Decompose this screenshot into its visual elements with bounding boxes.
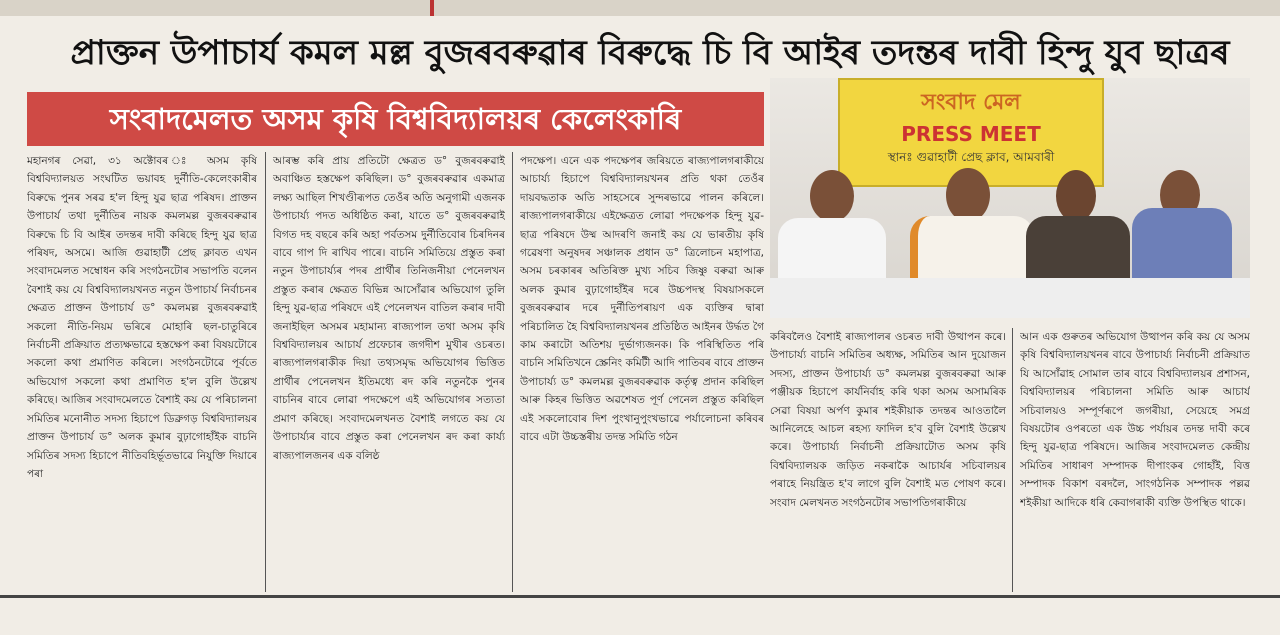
headline: প্ৰাক্তন উপাচাৰ্য কমল মল্ল বুজৰবৰুৱাৰ বিৰুদ্ধে চি বি আইৰ তদন্তৰ দাবী হিন্দু যুব ছাত্ৰৰ bbox=[70, 33, 1230, 73]
press-table bbox=[770, 278, 1250, 318]
column-rule bbox=[512, 152, 513, 592]
article-column-1: মহানগৰ সেৱা, ৩১ অক্টোবৰ ঃ অসম কৃষি বিশ্ববিদ্যালয়ত সংঘটিত ভয়াবহ দুৰ্নীতি-কেলেংকাৰীৰ বিৰুদ্ধে পুনৰ সৰৱ হ'ল হিন্দু যুৱ ছাত্ৰ পৰিষদ। প্ৰাক্তন উপাচাৰ্য তথা দুৰ্নীতিৰ নায়ক কমলমল্ল বুজৰবৰুৱাৰ বিৰুদ্ধে চি বি আইৰ তদন্তৰ দাবী কৰিছে হিন্দু যুৱ ছাত্ৰ পৰিষদ, অসমে। আজি গুৱাহাটী প্ৰেছ ক্লাবত এখন সংবাদমেলত সম্বোধন কৰি সংগঠনটোৰ সভাপতি বলেন বৈশাই কয় যে বিশ্ববিদ্যালয়খনত নতুন উপাচাৰ্য নিৰ্বাচনৰ ক্ষেত্ৰত প্ৰাক্তন উপাচাৰ্য ড° কমলমল্ল বুজৰবৰুৱাই সকলো নীতি-নিয়ম ভৰিৰে মোহাৰি ছল-চাতুৰিৰে নিৰ্বাচনী প্ৰক্ৰিয়াত প্ৰত্যক্ষভাৱে হস্তক্ষেপ কৰা বিষয়টোৰে সকলো কথা প্ৰমাণিত কৰিলে। সংগঠনটোৱে পূৰ্বতে অভিযোগ সকলো কথা প্ৰমাণিত হ'ল বুলি উল্লেখ কৰিছে। আজিৰ সংবাদমেলতে বৈশাই কয় যে পৰিচালনা সমিতিৰ মনোনীত সদস্য হিচাপে ডিব্ৰুগড় বিশ্ববিদ্যালয়ৰ প্ৰাক্তন উপাচাৰ্য ড° অলক কুমাৰ বুঢ়াগোহাঁইক বাচনি সমিতিৰ সদস্য হিচাপে নীতিবহিৰ্ভূতভাৱে নিযুক্তি দিয়াৰে পৰা bbox=[27, 155, 257, 480]
article-column-2: আৰম্ভ কৰি প্ৰায় প্ৰতিটো ক্ষেত্ৰত ড° বুজৰবৰুৱাই অবাঞ্চিত হস্তক্ষেপ কৰিছিল। ড° বুজৰবৰুৱাৰ একমাত্ৰ লক্ষ্য আছিল শিখণ্ডীৰূপত তেওঁৰ অতি অনুগামী এজনক উপাচাৰ্য্য পদত অধিষ্ঠিত কৰা, যাতে ড° বুজৰবৰুৱাই বিগত দহ বছৰে কৰি অহা পৰ্বতসম দুৰ্নীতিবোৰ চিৰদিনৰ বাবে গাপ দি ৰাখিব পাৰে। বাচনি সমিতিয়ে প্ৰস্তুত কৰা নতুন উপাচাৰ্য্যৰ পদৰ প্ৰাৰ্থীৰ তিনিজনীয়া পেনেলখন প্ৰস্তুত কৰাৰ ক্ষেত্ৰত বিভিন্ন আসোঁৱাৰ অভিযোগ তুলি হিন্দু যুৱ-ছাত্ৰ পৰিষদে এই পেনেলখন বাতিল কৰাৰ দাবী জনাইছিল অসমৰ মহামান্য ৰাজ্যপাল তথা অসম কৃষি বিশ্ববিদ্যালয়ৰ আচাৰ্য প্ৰফেচাৰ জগদীশ মুখীৰ ওচৰত। ৰাজ্যপালগৰাকীক দিয়া তথ্যসমৃদ্ধ অভিযোগৰ ভিত্তিত প্ৰাৰ্থীৰ পেনেলখন ইতিমধ্যে ৰদ কৰি নতুনকৈ পুনৰ বাচনিৰ বাবে লোৱা পদক্ষেপে এই অভিযোগৰ সত্যতা প্ৰমাণ কৰিছে। সংবাদমেলখনত বৈশাই লগতে কয় যে উপাচাৰ্য্যৰ বাবে প্ৰস্তুত কৰা পেনেলখন ৰদ কৰা কাৰ্য্য ৰাজ্যপালজনৰ এক বলিষ্ঠ bbox=[273, 155, 505, 462]
column-rule bbox=[1012, 328, 1013, 592]
article-column-5: আন এক গুৰুতৰ অভিযোগ উত্থাপন কৰি কয় যে অসম কৃষি বিশ্ববিদ্যালয়খনৰ বাবে উপাচাৰ্য্য নিৰ্বাচনী প্ৰক্ৰিয়াত যি আসোঁৱাহ সোমাল তাৰ বাবে বিশ্ববিদ্যালয়ৰ প্ৰশাসন, বিশ্ববিদ্যালয়ৰ পৰিচালনা সমিতি আৰু আচাৰ্য সচিবালয়ও সম্পূৰ্ণৰূপে জগৰীয়া, সেয়েহে সমগ্ৰ বিষয়টোৰ ওপৰতো এক উচ্চ পৰ্যায়ৰ তদন্ত দাবী কৰে হিন্দু যুৱ-ছাত্ৰ পৰিষদে। আজিৰ সংবাদমেলত কেন্দ্ৰীয় সমিতিৰ সাধাৰণ সম্পাদক দীপাংকৰ গোহাঁই, বিত্ত সম্পাদক বিকাশ বৰদলৈ, সাংগঠনিক সম্পাদক পল্লৱ শইকীয়া আদিকে ধৰি কেবাগৰাকী ব্যক্তি উপস্থিত থাকে। bbox=[1020, 331, 1250, 509]
column-rule bbox=[265, 152, 266, 592]
banner-venue: স্থানঃ গুৱাহাটী প্ৰেছ ক্লাব, আমবাৰী bbox=[887, 150, 1055, 164]
section-banner: সংবাদমেলত অসম কৃষি বিশ্ববিদ্যালয়ৰ কেলেংকাৰি bbox=[27, 92, 764, 146]
article-column-4: কৰিবলৈও বৈশাই ৰাজ্যপালৰ ওচৰত দাবী উত্থাপন কৰে। উপাচাৰ্য্য বাচনি সমিতিৰ অধ্যক্ষ, সমিতিৰ আন দুয়োজন সদস্য, প্ৰাক্তন উপাচাৰ্য্য ড° কমলমল্ল বুজৰবৰুৱা আৰু পঞ্জীয়ক হিচাপে কাৰ্যনিৰ্বাহ কৰি থকা অসম অসামৰিক সেৱা বিষয়া অৰ্পণ কুমাৰ শইকীয়াক তদন্তৰ আওতালৈ আনিলেহে আচল ৰহস্য ফাদিল হ'ব বুলি বৈশাই উল্লেখ কৰে। উপাচাৰ্য্য নিৰ্বাচনী প্ৰক্ৰিয়াটোত অসম কৃষি বিশ্ববিদ্যালয়ক জড়িত নকৰাকৈ আচাৰ্যৰ সচিবালয়ৰ পৰাহে নিয়ন্ত্ৰিত হ'ব লাগে বুলি বৈশাই মত পোষণ কৰে। সংবাদ মেলখনত সংগঠনটোৰ সভাপতিগৰাকীয়ে bbox=[770, 331, 1006, 509]
article-column-3: পদক্ষেপ। এনে এক পদক্ষেপৰ জৰিয়তে ৰাজ্যপালগৰাকীয়ে আচাৰ্য্য হিচাপে বিশ্ববিদ্যালয়খনৰ প্ৰতি থকা তেওঁৰ দায়বদ্ধতাক অতি সাহসেৰে সুন্দৰভাৱে পালন কৰিলে। ৰাজ্যপালগৰাকীয়ে এইক্ষেত্ৰত লোৱা পদক্ষেপক হিন্দু যুৱ-ছাত্ৰ পৰিষদে উষ্ম আদৰণি জনাই কয় যে ভাৰতীয় কৃষি গৱেষণা অনুষদৰ সঞ্চালক প্ৰধান ড° ত্ৰিলোচন মহাপাত্ৰ, অসম চৰকাৰৰ অতিৰিক্ত মুখ্য সচিব জিষ্ণু বৰুৱা আৰু অলক কুমাৰ বুঢ়াগোহাঁইৰ দৰে উচ্চপদস্থ বিষয়াসকলে বুজৰবৰুৱাৰ দৰে দুৰ্নীতিপৰায়ণ এক ব্যক্তিৰ দ্বাৰা পৰিচালিত হৈ বিশ্ববিদ্যালয়খনৰ প্ৰতিষ্ঠিত আইনৰ উৰ্দ্ধত গৈ কাম কৰাটো অতিশয় দুৰ্ভাগ্যজনক। কি পৰিস্থিতিত পৰি বাচনি সমিতিখনে স্ক্ৰেনিং কমিটী আদি পাতিবৰ বাবে প্ৰাক্তন উপাচাৰ্য্য ড° কমলমল্ল বুজৰবৰুৱাক কৰ্তৃত্ব প্ৰদান কৰিছিল আৰু কিহৰ ভিত্তিত অৱশেষত পূৰ্ণ পেনেল প্ৰস্তুত কৰিছিল এই সকলোবোৰ দিশ পুংখানুপুংখভাৱে পৰ্যালোচনা কৰিবৰ বাবে এটা উচ্চস্তৰীয় তদন্ত সমিতি গঠন bbox=[520, 155, 764, 444]
strip-divider bbox=[430, 0, 434, 16]
banner-english-title: PRESS MEET bbox=[901, 122, 1041, 146]
page-bottom-rule bbox=[0, 595, 1280, 598]
previous-page-strip bbox=[0, 0, 1280, 16]
press-meet-photo bbox=[770, 78, 1250, 318]
banner-title: সংবাদ মেল bbox=[921, 90, 1021, 115]
